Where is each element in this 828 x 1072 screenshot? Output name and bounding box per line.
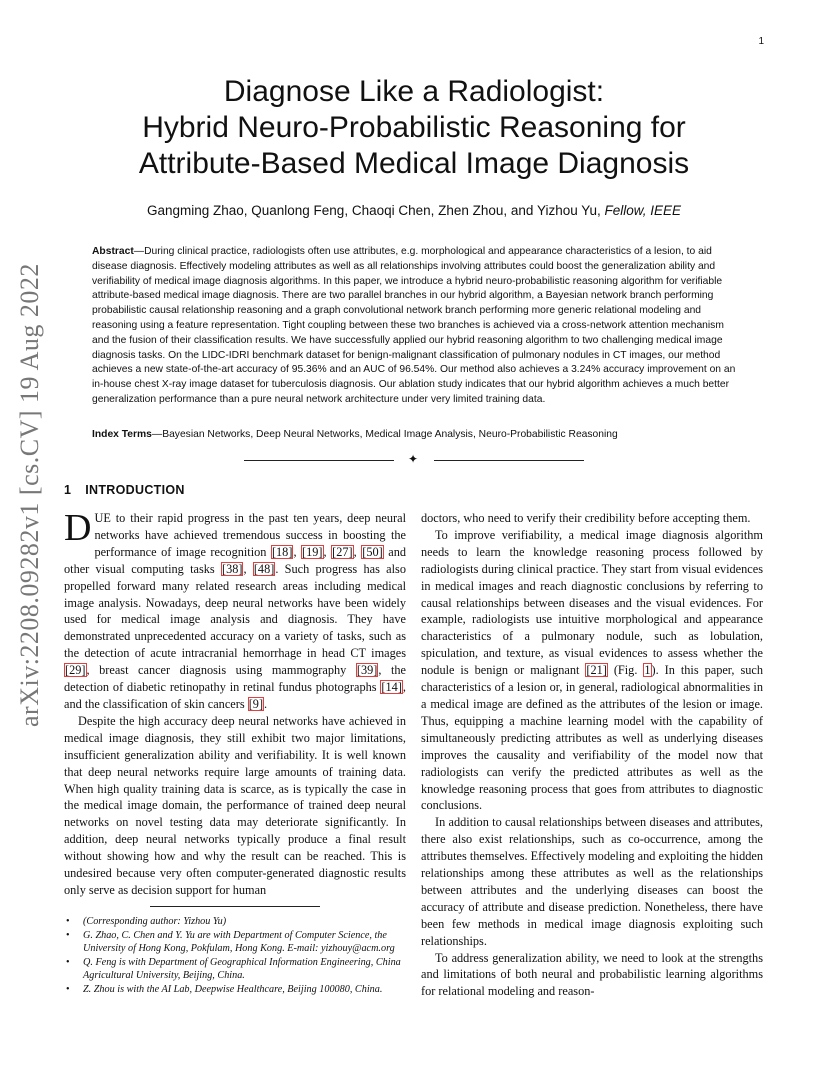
paragraph: doctors, who need to verify their credibility before accepting them. (421, 511, 751, 525)
citation-link[interactable]: [21] (586, 663, 607, 678)
text-run: To improve verifiability, a medical image diagnosis algorithm needs to learn the knowledge reasoning process followed by radiologists during clinical practice. They start from visual evidences in medical images and reach diagnostic conclusions by referring to causal relationships between diseases and the visual evidences. For example, radiologists use intuitive morphological and appearance characteristics of a pulmonary nodule, such as lobulation, spiculation, and texture, as visual evidences to assess whether the nodule is benign or malignant (421, 527, 763, 678)
section-title-rest: NTRODUCTION (89, 483, 185, 497)
arxiv-identifier-stamp: arXiv:2208.09282v1 [cs.CV] 19 Aug 2022 (15, 263, 44, 727)
footnote-item: • (Corresponding author: Yizhou Yu) (64, 916, 406, 928)
abstract-label: Abstract (92, 246, 134, 257)
paragraph: In addition to causal relationships between diseases and attributes, there also exist relationships, such as co-occurrence, among the attributes themselves. Effectively modeling and exploiting the hidden relationships among these attributes as well as the relationships between attributes and the underlying diseases can boost the accuracy of attribute and disease prediction. Nonetheless, there have been few methods in medical image diagnosis exploiting such relationships. (421, 815, 763, 948)
drop-cap: D (64, 507, 92, 549)
citation-link[interactable]: [48] (253, 561, 275, 576)
title-line-3: Attribute-Based Medical Image Diagnosis (138, 147, 690, 180)
citation-link[interactable]: [38] (221, 561, 243, 576)
right-column (421, 510, 763, 1000)
section-heading-introduction (64, 483, 185, 497)
citation-link[interactable]: [18] (271, 544, 293, 559)
author-list (70, 203, 758, 218)
text-run: , (323, 544, 332, 559)
separator-rule-left (244, 460, 394, 461)
citation-link[interactable]: [9] (248, 696, 264, 711)
citation-link[interactable]: [50] (362, 544, 383, 559)
paragraph: Despite the high accuracy deep neural networks have achieved in medical image diagnosis, they still exhibit two major limitations, insufficient generalization ability and verifiability. It is well known that deep neural networks require large amounts of training data. When high quality training data is scarce, as is typically the case in the medical image domain, the performance of trained deep neural networks on novel testing data may deteriorate significantly. In addition, deep neural networks typically produce a final result without showing how and why the result can be reached. This is undesired because very often computer-generated diagnostic results only serve as decision support for human (64, 713, 406, 897)
footnote-item: • G. Zhao, C. Chen and Y. Yu are with Department of Computer Science, the University of Hong Kong, Pokfulam, Hong Kong. E-mail: yizhouy@acm.org (64, 930, 406, 955)
text-run: . Such progress has also propelled forward many related research areas including medical image analysis. Nowadays, deep neural networks have been widely used for medical image analysis and diagnosis. They have demonstrated unprecedented accuracy on a variety of tasks, such as the detection of acute intracranial hemorrhage in head CT images (64, 561, 406, 661)
index-terms-label: Index Terms (92, 429, 152, 440)
figure-reference-link[interactable]: 1 (644, 663, 651, 678)
footnote-rule (150, 906, 320, 907)
footnote-item: • Z. Zhou is with the AI Lab, Deepwise Healthcare, Beijing 100080, China. (64, 984, 406, 996)
text-run: , the detection of diabetic retinopathy in retinal fundus photographs (64, 663, 407, 695)
paper-title (70, 74, 758, 182)
paragraph: To address generalization ability, we need to look at the strengths and limitations of both neural and probabilistic learning algorithms for relational modeling and reason- (421, 950, 763, 999)
small-caps-run: UE (94, 511, 111, 525)
footnotes (64, 916, 406, 998)
text-run: , (353, 544, 362, 559)
paragraph (64, 507, 407, 713)
section-number: 1 (64, 483, 72, 497)
citation-link[interactable]: [27] (332, 544, 353, 559)
index-terms-text: —Bayesian Networks, Deep Neural Networks, Medical Image Analysis, Neuro-Probabilistic Reasoning (151, 429, 618, 440)
text-run: (Fig. (607, 663, 644, 678)
citation-link[interactable]: [29] (65, 663, 86, 678)
title-line-2: Hybrid Neuro-Probabilistic Reasoning for (142, 111, 686, 144)
index-terms (92, 428, 738, 442)
left-column (64, 507, 407, 899)
separator-diamond-icon: ✦ (408, 452, 419, 466)
text-run: , (243, 561, 253, 576)
text-run: , (293, 544, 302, 559)
section-title-initial: I (85, 483, 90, 497)
text-run: ). In this paper, such characteristics of a lesion or, in general, radiological abnormalities in a medical image are defined as the attributes of the lesion or image. Thus, equipping a machine learning model with the capability of simultaneously predicting attributes as well as underlying diseases improves the causality and verifiability of the model now that radiologists can verify the predicted attributes as well as the knowledge reasoning process that goes from attributes to diagnostic conclusions. (421, 663, 763, 813)
citation-link[interactable]: [19] (302, 544, 323, 559)
text-run: and other visual computing tasks (64, 544, 406, 576)
citation-link[interactable]: [39] (356, 663, 378, 678)
footnote-item: • Q. Feng is with Department of Geographical Information Engineering, China Agricultural University, Beijing, China. (64, 957, 406, 982)
separator-rule-right (434, 460, 584, 461)
author-names: Gangming Zhao, Quanlong Feng, Chaoqi Chen, Zhen Zhou, and Yizhou Yu, (146, 203, 605, 218)
section-separator (244, 452, 584, 467)
page-number: 1 (758, 36, 764, 47)
text-run: . (264, 696, 268, 711)
paragraph (421, 527, 763, 814)
text-run: , and the classification of skin cancers (64, 680, 406, 711)
text-run: , breast cancer diagnosis using mammography (86, 663, 356, 678)
text-run: to their rapid progress in the past ten years, deep neural networks have achieved tremendous success in boosting the performance of image recognition (94, 511, 406, 559)
citation-link[interactable]: [14] (381, 680, 402, 695)
title-line-1: Diagnose Like a Radiologist: (223, 75, 605, 108)
abstract (92, 245, 738, 408)
abstract-text: —During clinical practice, radiologists often use attributes, e.g. morphological and appearance characteristics of a lesion, to aid disease diagnosis. Effectively modeling attributes as well as all relationships involving attributes could boost the generalization ability and verifiability of medical image diagnosis algorithms. In this paper, we introduce a hybrid neuro-probabilistic reasoning algorithm for verifiable attribute-based medical image diagnosis. There are two parallel branches in our hybrid algorithm, a Bayesian network branch performing probabilistic causal relationship reasoning and a graph convolutional network branch performing more generic relational modeling and reasoning using a feature representation. Tight coupling between these two branches is achieved via a cross-network attention mechanism and the fusion of their classification results. We have successfully applied our hybrid reasoning algorithm to two challenging medical image diagnosis tasks. On the LIDC-IDRI benchmark dataset for benign-malignant classification of pulmonary nodules in CT images, our method achieves a new state-of-the-art accuracy of 95.36% and an AUC of 96.54%. Our method also achieves a 3.24% accuracy improvement on an in-house chest X-ray image dataset for tuberculosis diagnosis. Our ablation study indicates that our hybrid algorithm achieves a much better generalization performance than a pure neural network architecture under very limited training data. (92, 246, 736, 405)
author-fellow-title: Fellow, IEEE (604, 203, 682, 218)
